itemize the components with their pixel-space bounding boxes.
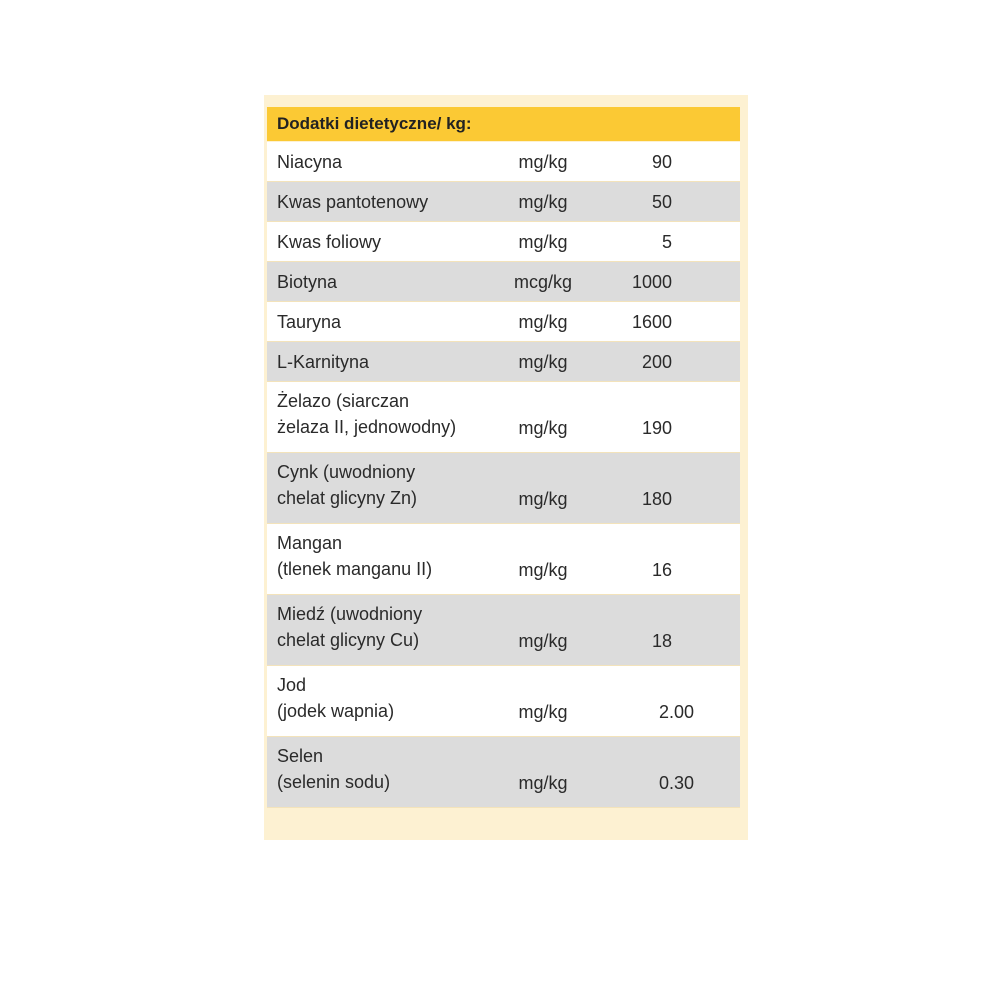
row-value: 190 — [641, 418, 672, 438]
row-name-line-2: chelat glicyny Zn) — [277, 488, 418, 508]
row-value: 50 — [651, 192, 672, 212]
table-row — [267, 302, 740, 342]
row-name-line-2: chelat glicyny Cu) — [277, 630, 420, 650]
row-unit: mg/kg — [518, 418, 568, 438]
row-name — [277, 530, 507, 582]
row-unit: mg/kg — [518, 192, 568, 212]
row-name: Kwas pantotenowy — [277, 192, 429, 212]
row-name — [277, 459, 507, 511]
row-value: 2.00 — [658, 702, 694, 722]
row-name-line-2: (tlenek manganu II) — [277, 559, 433, 579]
row-unit: mg/kg — [518, 152, 568, 172]
row-value: 200 — [641, 352, 672, 372]
table-row — [267, 524, 740, 595]
row-name — [277, 672, 507, 724]
row-value: 16 — [651, 560, 672, 580]
row-unit: mg/kg — [518, 232, 568, 252]
row-name: Kwas foliowy — [277, 232, 382, 252]
row-name: L-Karnityna — [277, 352, 370, 372]
row-value: 18 — [651, 631, 672, 651]
row-name: Biotyna — [277, 272, 338, 292]
table-row — [267, 382, 740, 453]
table-row — [267, 595, 740, 666]
table-header: Dodatki dietetyczne/ kg: — [267, 107, 740, 141]
table-row — [267, 737, 740, 808]
row-value: 180 — [641, 489, 672, 509]
row-name-line-1: Cynk (uwodniony — [277, 462, 416, 482]
row-name: Tauryna — [277, 312, 342, 332]
row-value: 0.30 — [658, 773, 694, 793]
table-row — [267, 453, 740, 524]
row-unit: mg/kg — [518, 631, 568, 651]
row-unit: mg/kg — [518, 312, 568, 332]
row-name-line-1: Mangan — [277, 533, 343, 553]
row-unit: mg/kg — [518, 702, 568, 722]
row-value: 1000 — [631, 272, 672, 292]
row-unit: mg/kg — [518, 560, 568, 580]
row-unit: mg/kg — [518, 489, 568, 509]
table-body — [267, 142, 740, 808]
row-name — [277, 601, 507, 653]
table-row — [267, 342, 740, 382]
row-name-line-2: (selenin sodu) — [277, 772, 391, 792]
supplements-table — [264, 95, 748, 840]
row-name-line-1: Żelazo (siarczan — [277, 391, 410, 411]
row-unit: mg/kg — [518, 352, 568, 372]
row-name — [277, 743, 507, 795]
row-value: 1600 — [631, 312, 672, 332]
row-name: Niacyna — [277, 152, 343, 172]
row-name-line-2: (jodek wapnia) — [277, 701, 395, 721]
row-name-line-1: Selen — [277, 746, 324, 766]
row-value: 90 — [651, 152, 672, 172]
row-value: 5 — [661, 232, 672, 252]
row-name-line-1: Miedź (uwodniony — [277, 604, 423, 624]
row-name-line-2: żelaza II, jednowodny) — [277, 417, 457, 437]
row-unit: mcg/kg — [513, 272, 573, 292]
table-row — [267, 222, 740, 262]
row-name — [277, 388, 507, 440]
table-row — [267, 262, 740, 302]
row-unit: mg/kg — [518, 773, 568, 793]
table-row — [267, 142, 740, 182]
table-row — [267, 666, 740, 737]
table-row — [267, 182, 740, 222]
row-name-line-1: Jod — [277, 675, 307, 695]
